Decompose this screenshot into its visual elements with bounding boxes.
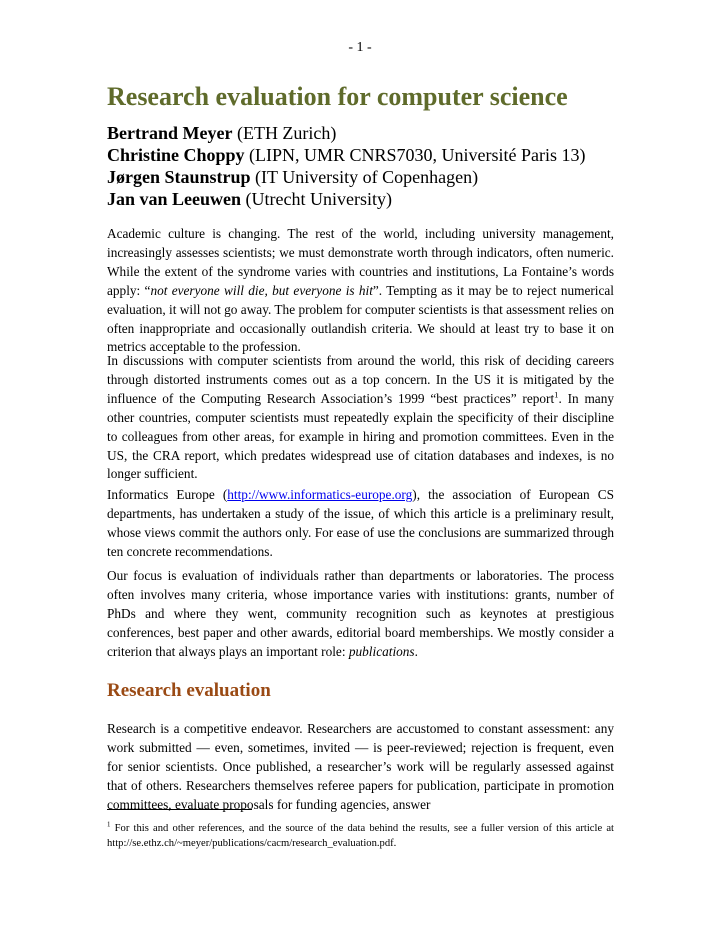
paragraph-text: . In many other countries, computer scientists must repeatedly explain the specificity of their discipline to colleagues from other areas, for example in hiring and promotion committees. Even in the US, the CRA report, which predates widespread use of citation databases and indexes, is no longer sufficient. bbox=[107, 390, 614, 482]
footnote-text: For this and other references, and the source of the data behind the results, see a fuller version of this article at http://se.ethz.ch/~meyer/publications/cacm/research_evaluation.pdf. bbox=[107, 823, 614, 849]
author-name: Christine Choppy bbox=[107, 145, 245, 165]
footnote-separator bbox=[107, 809, 252, 810]
page-number: - 1 - bbox=[348, 40, 372, 55]
paragraph-text: . bbox=[414, 643, 418, 659]
paragraph-focus bbox=[107, 567, 614, 662]
footnote-marker: 1 bbox=[107, 821, 111, 829]
footnote-ref: 1 bbox=[554, 389, 559, 400]
author-line bbox=[107, 166, 586, 188]
paragraph-text: Informatics Europe ( bbox=[107, 487, 228, 502]
paragraph-text: Our focus is evaluation of individuals rather than departments or laboratories. The process often involves many criteria, whose importance varies with institutions: grants, number of PhDs and where they went, community recognition such as keynotes at prestigious conferences, best paper and other awards, editorial board memberships. We mostly consider a criterion that always plays an important role: bbox=[107, 568, 614, 659]
author-name: Jan van Leeuwen bbox=[107, 189, 242, 209]
author-affiliation: (ETH Zurich) bbox=[236, 123, 337, 143]
author-affiliation: (IT University of Copenhagen) bbox=[255, 167, 479, 187]
paragraph-text: ), the association of European CS departments, has undertaken a study of the issue, of which this article is a preliminary result, whose views commit the authors only. For ease of use the conclusions are summarized through ten concrete recommendations. bbox=[107, 487, 614, 559]
paragraph-intro bbox=[107, 225, 614, 357]
page-title: Research evaluation for computer science bbox=[107, 82, 568, 111]
footnote bbox=[107, 821, 614, 851]
author-line bbox=[107, 122, 586, 144]
paragraph-discussions bbox=[107, 352, 614, 484]
la-fontaine-quote: not everyone will die, but everyone is hit bbox=[150, 282, 373, 298]
emphasis-publications: publications bbox=[348, 643, 415, 659]
paragraph-informatics-europe bbox=[107, 486, 614, 562]
section-heading: Research evaluation bbox=[107, 680, 271, 701]
author-name: Jørgen Staunstrup bbox=[107, 167, 251, 187]
paragraph-text: ”. Tempting as it may be to reject numerical evaluation, it will not go away. The problem for computer scientists is that assessment relies on often inappropriate and occasionally outlandish criteria. We should at least try to base it on metrics acceptable to the profession. bbox=[107, 282, 614, 355]
paragraph-text: In discussions with computer scientists from around the world, this risk of deciding careers through distorted instruments comes out as a top concern. In the US it is mitigated by the influence of the Computing Research Association’s 1999 “best practices” report bbox=[107, 353, 614, 406]
paragraph-research: Research is a competitive endeavor. Researchers are accustomed to constant assessment: any work submitted — even, sometimes, invited — is peer-reviewed; rejection is frequent, even for senior scientists. Once published, a researcher’s work will be regularly assessed against that of others. Researchers themselves referee papers for publication, participate in promotion committees, evaluate proposals for funding agencies, answer bbox=[107, 721, 614, 812]
author-name: Bertrand Meyer bbox=[107, 123, 233, 143]
author-list bbox=[107, 122, 586, 210]
author-line bbox=[107, 144, 586, 166]
author-affiliation: (LIPN, UMR CNRS7030, Université Paris 13) bbox=[249, 145, 586, 165]
author-line bbox=[107, 188, 586, 210]
paragraph-text: Academic culture is changing. The rest of the world, including university management, increasingly assesses scientists; we must demonstrate worth through indicators, often numeric. While the extent of the syndrome varies with countries and institutions, La Fontaine’s words apply: “ bbox=[107, 226, 614, 298]
author-affiliation: (Utrecht University) bbox=[245, 189, 392, 209]
informatics-europe-link[interactable]: http://www.informatics-europe.org bbox=[227, 487, 413, 502]
